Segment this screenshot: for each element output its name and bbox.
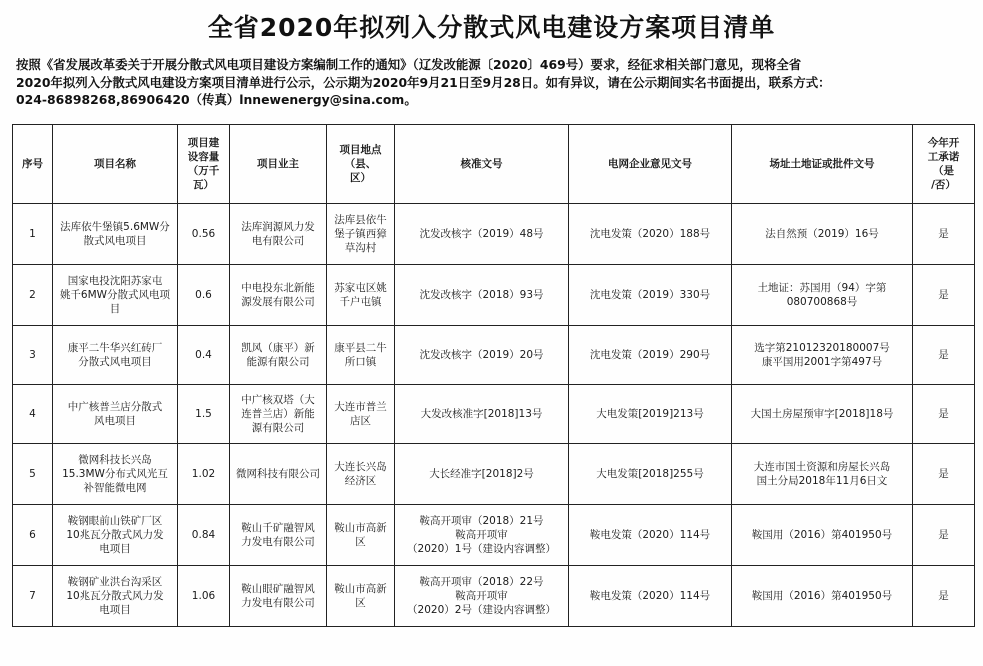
cell-name: 中广核普兰店分散式 风电项目 (53, 385, 178, 444)
header-grid: 电网企业意见文号 (569, 125, 732, 204)
table-row (13, 265, 975, 326)
table-row (13, 566, 975, 627)
header-no: 序号 (13, 125, 53, 204)
cell-approval: 大发改核准字[2018]13号 (395, 385, 569, 444)
cell-name: 国家电投沈阳苏家屯 姚千6MW分散式风电项 目 (53, 265, 178, 326)
table-row (13, 326, 975, 385)
cell-no: 2 (13, 265, 53, 326)
table-row (13, 505, 975, 566)
cell-approval: 沈发改核字（2018）93号 (395, 265, 569, 326)
cell-location: 苏家屯区姚 千户屯镇 (327, 265, 395, 326)
cell-location: 大连市普兰 店区 (327, 385, 395, 444)
notice-line: 2020年拟列入分散式风电建设方案项目清单进行公示，公示期为2020年9月21日至9月28日。如有异议，请在公示期间实名书面提出，联系方式： (16, 74, 831, 90)
cell-capacity: 0.56 (178, 204, 230, 265)
cell-capacity: 0.84 (178, 505, 230, 566)
cell-location: 康平县二牛 所口镇 (327, 326, 395, 385)
cell-capacity: 0.6 (178, 265, 230, 326)
cell-commit: 是 (913, 444, 975, 505)
cell-name: 法库依牛堡镇5.6MW分 散式风电项目 (53, 204, 178, 265)
cell-location: 鞍山市高新 区 (327, 566, 395, 627)
cell-approval: 鞍高开项审（2018）22号 鞍高开项审 （2020）2号（建设内容调整） (395, 566, 569, 627)
cell-no: 5 (13, 444, 53, 505)
cell-name: 康平二牛华兴红砖厂 分散式风电项目 (53, 326, 178, 385)
cell-commit: 是 (913, 326, 975, 385)
cell-owner: 鞍山千矿融智风 力发电有限公司 (230, 505, 327, 566)
cell-owner: 鞍山眼矿融智风 力发电有限公司 (230, 566, 327, 627)
table-header-row (13, 125, 975, 204)
cell-name: 鞍钢矿业洪台沟采区 10兆瓦分散式风力发 电项目 (53, 566, 178, 627)
cell-no: 1 (13, 204, 53, 265)
notice-line: 按照《省发展改革委关于开展分散式风电项目建设方案编制工作的通知》（辽发改能源〔2020〕469号）要求，经征求相关部门意见，现将全省 (16, 57, 802, 72)
cell-capacity: 0.4 (178, 326, 230, 385)
cell-owner: 微网科技有限公司 (230, 444, 327, 505)
cell-no: 3 (13, 326, 53, 385)
cell-location: 鞍山市高新 区 (327, 505, 395, 566)
cell-land: 大国土房屋预审字[2018]18号 (732, 385, 913, 444)
header-location: 项目地点 （县、 区） (327, 125, 395, 204)
cell-land: 选字第21012320180007号 康平国用2001字第497号 (732, 326, 913, 385)
header-owner: 项目业主 (230, 125, 327, 204)
notice-paragraph (16, 56, 966, 109)
header-land: 场址土地证或批件文号 (732, 125, 913, 204)
cell-grid: 沈电发策（2019）330号 (569, 265, 732, 326)
cell-land: 鞍国用（2016）第401950号 (732, 505, 913, 566)
cell-land: 鞍国用（2016）第401950号 (732, 566, 913, 627)
cell-location: 法库县依牛 堡子镇西獐 草沟村 (327, 204, 395, 265)
cell-capacity: 1.5 (178, 385, 230, 444)
cell-land: 法自然预（2019）16号 (732, 204, 913, 265)
cell-grid: 鞍电发策（2020）114号 (569, 566, 732, 627)
header-approval: 核准文号 (395, 125, 569, 204)
cell-commit: 是 (913, 204, 975, 265)
cell-location: 大连长兴岛 经济区 (327, 444, 395, 505)
cell-commit: 是 (913, 385, 975, 444)
cell-approval: 沈发改核字（2019）20号 (395, 326, 569, 385)
cell-approval: 沈发改核字（2019）48号 (395, 204, 569, 265)
header-capacity: 项目建 设容量 （万千 瓦） (178, 125, 230, 204)
cell-name: 鞍钢眼前山铁矿厂区 10兆瓦分散式风力发 电项目 (53, 505, 178, 566)
cell-capacity: 1.02 (178, 444, 230, 505)
cell-owner: 凯风（康平）新 能源有限公司 (230, 326, 327, 385)
cell-commit: 是 (913, 505, 975, 566)
cell-commit: 是 (913, 566, 975, 627)
cell-owner: 法库润源风力发 电有限公司 (230, 204, 327, 265)
header-commit: 今年开 工承诺 （是 /否） (913, 125, 975, 204)
cell-grid: 大电发策[2018]255号 (569, 444, 732, 505)
cell-approval: 大长经准字[2018]2号 (395, 444, 569, 505)
cell-no: 4 (13, 385, 53, 444)
cell-land: 大连市国土资源和房屋长兴岛 国土分局2018年11月6日文 (732, 444, 913, 505)
cell-no: 6 (13, 505, 53, 566)
cell-no: 7 (13, 566, 53, 627)
table-row (13, 444, 975, 505)
cell-land: 土地证：苏国用（94）字第 080700868号 (732, 265, 913, 326)
cell-commit: 是 (913, 265, 975, 326)
cell-capacity: 1.06 (178, 566, 230, 627)
cell-owner: 中电投东北新能 源发展有限公司 (230, 265, 327, 326)
cell-grid: 大电发策[2019]213号 (569, 385, 732, 444)
project-table (12, 124, 975, 627)
table-row (13, 385, 975, 444)
cell-grid: 沈电发策（2020）188号 (569, 204, 732, 265)
cell-approval: 鞍高开项审（2018）21号 鞍高开项审 （2020）1号（建设内容调整） (395, 505, 569, 566)
cell-name: 微网科技长兴岛 15.3MW分布式风光互 补智能微电网 (53, 444, 178, 505)
cell-grid: 沈电发策（2019）290号 (569, 326, 732, 385)
cell-grid: 鞍电发策（2020）114号 (569, 505, 732, 566)
document-title: 全省2020年拟列入分散式风电建设方案项目清单 (207, 13, 776, 42)
table-row (13, 204, 975, 265)
cell-owner: 中广核双塔（大 连普兰店）新能 源有限公司 (230, 385, 327, 444)
notice-line: 024-86898268,86906420（传真）lnnewenergy@sina.com。 (16, 92, 417, 107)
header-name: 项目名称 (53, 125, 178, 204)
